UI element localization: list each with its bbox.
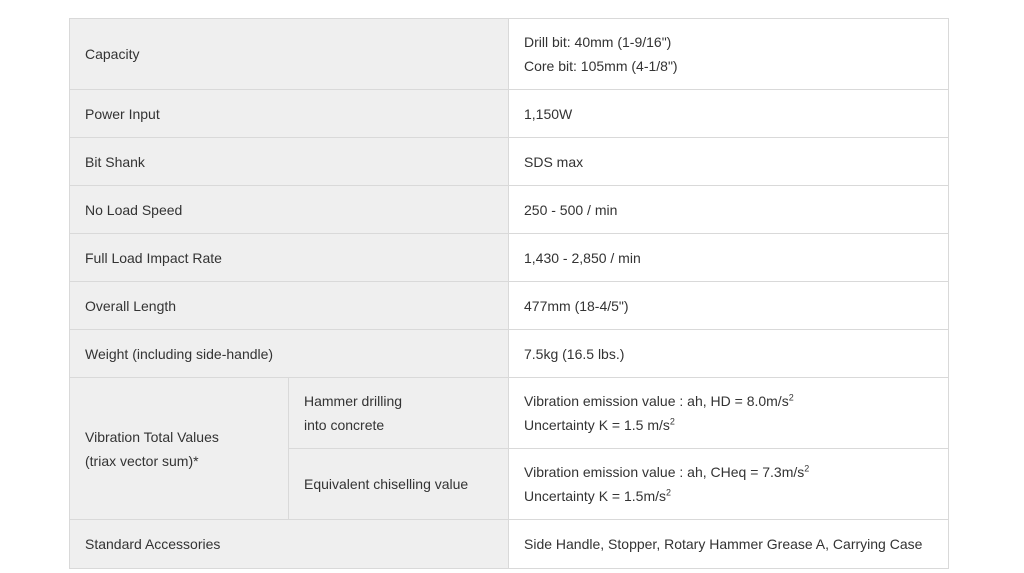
superscript: 2 [804, 463, 810, 474]
spec-label-bit-shank: Bit Shank [70, 138, 509, 186]
superscript: 2 [666, 487, 672, 498]
sublabel-line: into concrete [304, 417, 385, 433]
spec-label-power-input: Power Input [70, 90, 509, 138]
spec-sublabel-hammer-drilling [289, 378, 509, 449]
label-line: (triax vector sum)* [85, 452, 199, 469]
superscript: 2 [788, 392, 794, 403]
emission-text: Vibration emission value : ah, HD = 8.0m/s [524, 393, 789, 409]
spec-label-accessories: Standard Accessories [70, 520, 509, 569]
spec-label-impact-rate: Full Load Impact Rate [70, 234, 509, 282]
emission-line [524, 460, 933, 484]
uncertainty-text: Uncertainty K = 1.5m/s [524, 488, 667, 504]
spec-value-hammer-drilling [509, 378, 949, 449]
table-row [70, 378, 949, 449]
uncertainty-text: Uncertainty K = 1.5 m/s [524, 417, 670, 433]
spec-value-weight: 7.5kg (16.5 lbs.) [509, 330, 949, 378]
sublabel-line: Hammer drilling [304, 393, 403, 409]
spec-value-chiselling [509, 449, 949, 520]
spec-label-weight: Weight (including side-handle) [70, 330, 509, 378]
spec-value-no-load-speed: 250 - 500 / min [509, 186, 949, 234]
emission-text: Vibration emission value : ah, CHeq = 7.3m/s [524, 464, 805, 480]
spec-value-overall-length: 477mm (18-4/5") [509, 282, 949, 330]
table-row [70, 138, 949, 186]
spec-value-capacity [509, 19, 949, 90]
label-line: Vibration Total Values [85, 428, 219, 445]
spec-value-bit-shank: SDS max [509, 138, 949, 186]
table-row [70, 520, 949, 569]
spec-value-accessories: Side Handle, Stopper, Rotary Hammer Grease A, Carrying Case [509, 520, 949, 569]
superscript: 2 [669, 416, 675, 427]
spec-label-vibration [70, 378, 289, 520]
spec-value-power-input: 1,150W [509, 90, 949, 138]
table-row [70, 186, 949, 234]
table-row [70, 90, 949, 138]
table-row [70, 19, 949, 90]
spec-sublabel-chiselling: Equivalent chiselling value [289, 449, 509, 520]
spec-label-capacity: Capacity [70, 19, 509, 90]
table-row [70, 234, 949, 282]
value-line: Drill bit: 40mm (1-9/16") [524, 34, 672, 50]
uncertainty-line [524, 413, 933, 437]
emission-line [524, 389, 933, 413]
spec-label-no-load-speed: No Load Speed [70, 186, 509, 234]
value-line: Core bit: 105mm (4-1/8") [524, 58, 678, 74]
spec-label-overall-length: Overall Length [70, 282, 509, 330]
uncertainty-line [524, 484, 933, 508]
table-row [70, 330, 949, 378]
table-row [70, 282, 949, 330]
spec-value-impact-rate: 1,430 - 2,850 / min [509, 234, 949, 282]
spec-table [69, 18, 949, 569]
